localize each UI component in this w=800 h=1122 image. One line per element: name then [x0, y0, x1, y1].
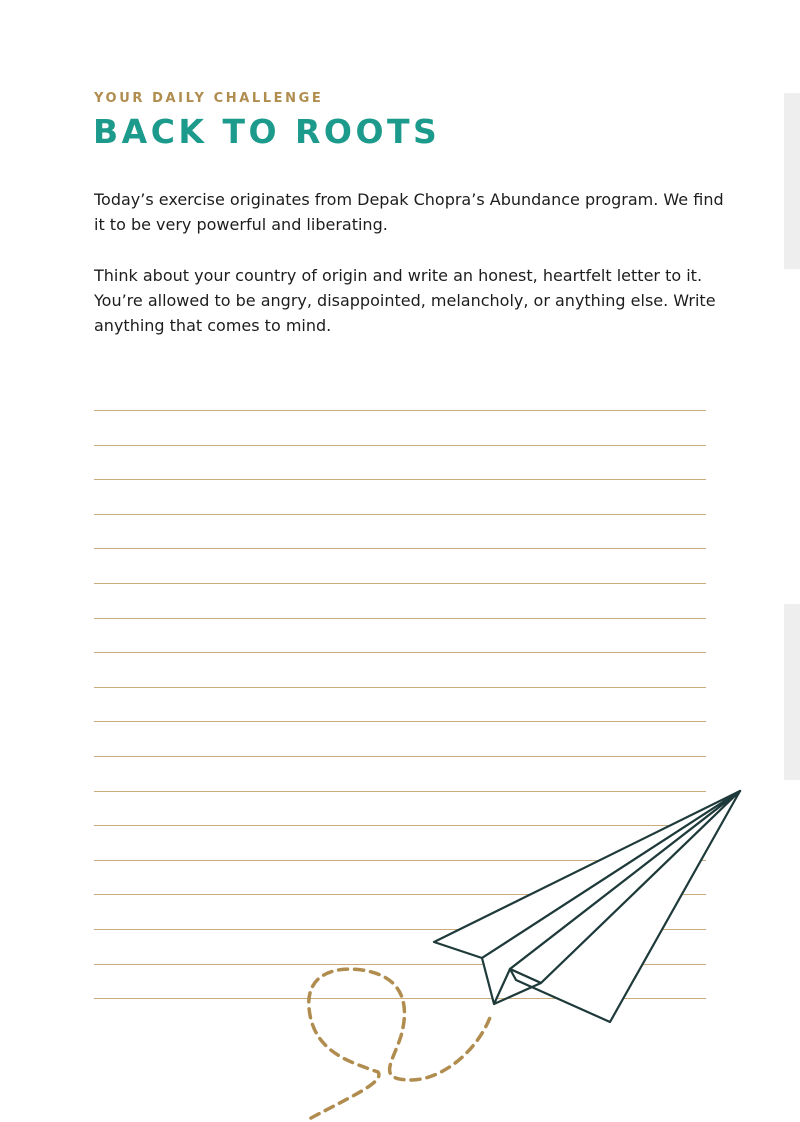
- writing-line[interactable]: [94, 652, 706, 687]
- writing-line[interactable]: [94, 445, 706, 480]
- writing-line[interactable]: [94, 687, 706, 722]
- writing-line[interactable]: [94, 410, 706, 445]
- writing-line[interactable]: [94, 894, 706, 929]
- writing-line[interactable]: [94, 860, 706, 895]
- writing-line[interactable]: [94, 825, 706, 860]
- side-tab-top: [784, 93, 800, 269]
- writing-line[interactable]: [94, 964, 706, 999]
- writing-lines[interactable]: [94, 410, 706, 1033]
- challenge-eyebrow: YOUR DAILY CHALLENGE: [94, 91, 324, 106]
- writing-line[interactable]: [94, 929, 706, 964]
- writing-line[interactable]: [94, 998, 706, 1033]
- writing-line[interactable]: [94, 514, 706, 549]
- writing-line[interactable]: [94, 756, 706, 791]
- side-tab-bottom: [784, 604, 800, 780]
- instruction-paragraph: Think about your country of origin and write an honest, heartfelt letter to it. You’re allowed to be angry, disappointed, melancholy, or anything else. Write anything that comes to mind.: [94, 266, 716, 335]
- page-title: BACK TO ROOTS: [93, 112, 441, 151]
- writing-line[interactable]: [94, 618, 706, 653]
- writing-line[interactable]: [94, 583, 706, 618]
- writing-line[interactable]: [94, 479, 706, 514]
- intro-paragraph: Today’s exercise originates from Depak Chopra’s Abundance program. We find it to be very powerful and liberating.: [94, 190, 724, 234]
- writing-line[interactable]: [94, 721, 706, 756]
- writing-line[interactable]: [94, 548, 706, 583]
- writing-line[interactable]: [94, 791, 706, 826]
